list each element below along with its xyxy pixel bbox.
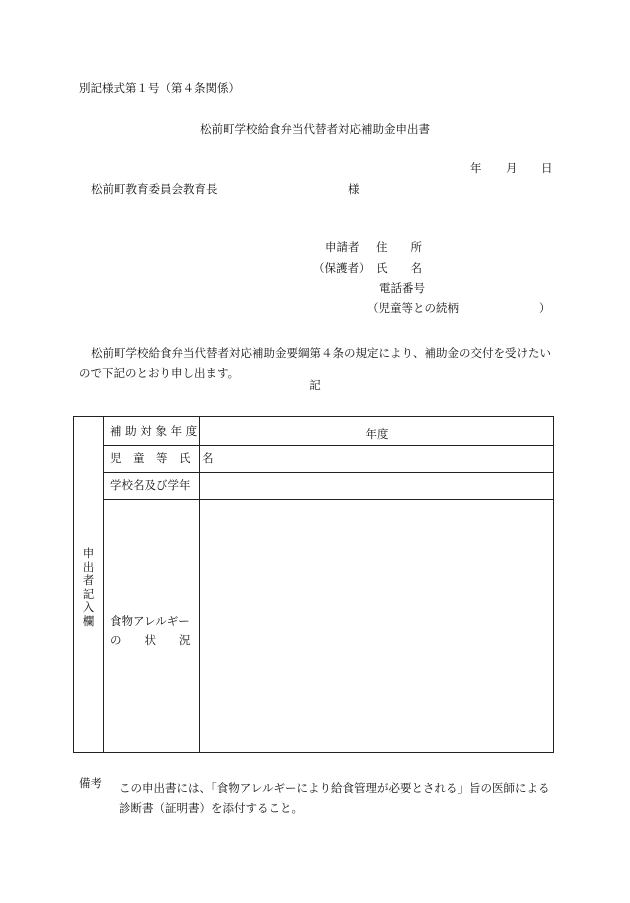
note-body: この申出書には、「食物アレルギーにより給食管理が必要とされる」旨の医師による診断書（証明書）を添付すること。 <box>119 781 550 815</box>
table-divider <box>103 417 104 752</box>
table-divider <box>199 417 200 752</box>
relation-label: （児童等との続柄 <box>367 301 459 315</box>
date-month-label: 月 <box>506 161 518 175</box>
target-year-label: 補 助 対 象 年 度 <box>110 424 198 438</box>
side-label-char: 申 <box>82 546 95 560</box>
addressee: 松前町教育委員会教育長 <box>91 182 218 196</box>
date-day-label: 日 <box>541 161 553 175</box>
phone-label: 電話番号 <box>379 281 425 295</box>
side-label-char: 者 <box>82 573 95 587</box>
honorific: 様 <box>348 182 360 196</box>
side-label-char: 出 <box>82 559 95 574</box>
document-title: 松前町学校給食弁当代替者対応補助金申出書 <box>200 122 430 136</box>
application-table <box>73 416 554 753</box>
body-paragraph: 松前町学校給食弁当代替者対応補助金要綱第４条の規定により、補助金の交付を受けたいので下記のとおり申し出ます。 <box>79 346 551 380</box>
address-label: 住 所 <box>376 240 422 254</box>
form-code: 別記様式第１号（第４条関係） <box>79 81 240 95</box>
target-year-value: 年度 <box>365 427 389 441</box>
note-heading: 備考 <box>79 776 102 790</box>
applicant-entry-side-label <box>74 547 103 628</box>
applicant-label: 申請者 <box>325 240 360 254</box>
allergy-label-line1: 食物アレルギー <box>110 614 190 628</box>
side-label-char: 記 <box>82 586 95 601</box>
guardian-label: （保護者） <box>313 261 371 275</box>
allergy-label-line2: の 状 況 <box>110 633 191 647</box>
child-name-label: 児 童 等 氏 名 <box>110 451 214 465</box>
side-label-char: 欄 <box>82 613 95 628</box>
allergy-status-label <box>110 612 191 650</box>
relation-close: ） <box>539 301 551 315</box>
name-label: 氏 名 <box>376 261 422 275</box>
table-row-divider <box>103 472 553 473</box>
school-grade-label: 学校名及び学年 <box>110 478 191 492</box>
side-label-char: 入 <box>82 600 95 614</box>
ki-heading: 記 <box>309 378 321 392</box>
date-year-label: 年 <box>470 161 482 175</box>
table-row-divider <box>103 445 553 446</box>
table-row-divider <box>103 499 553 500</box>
